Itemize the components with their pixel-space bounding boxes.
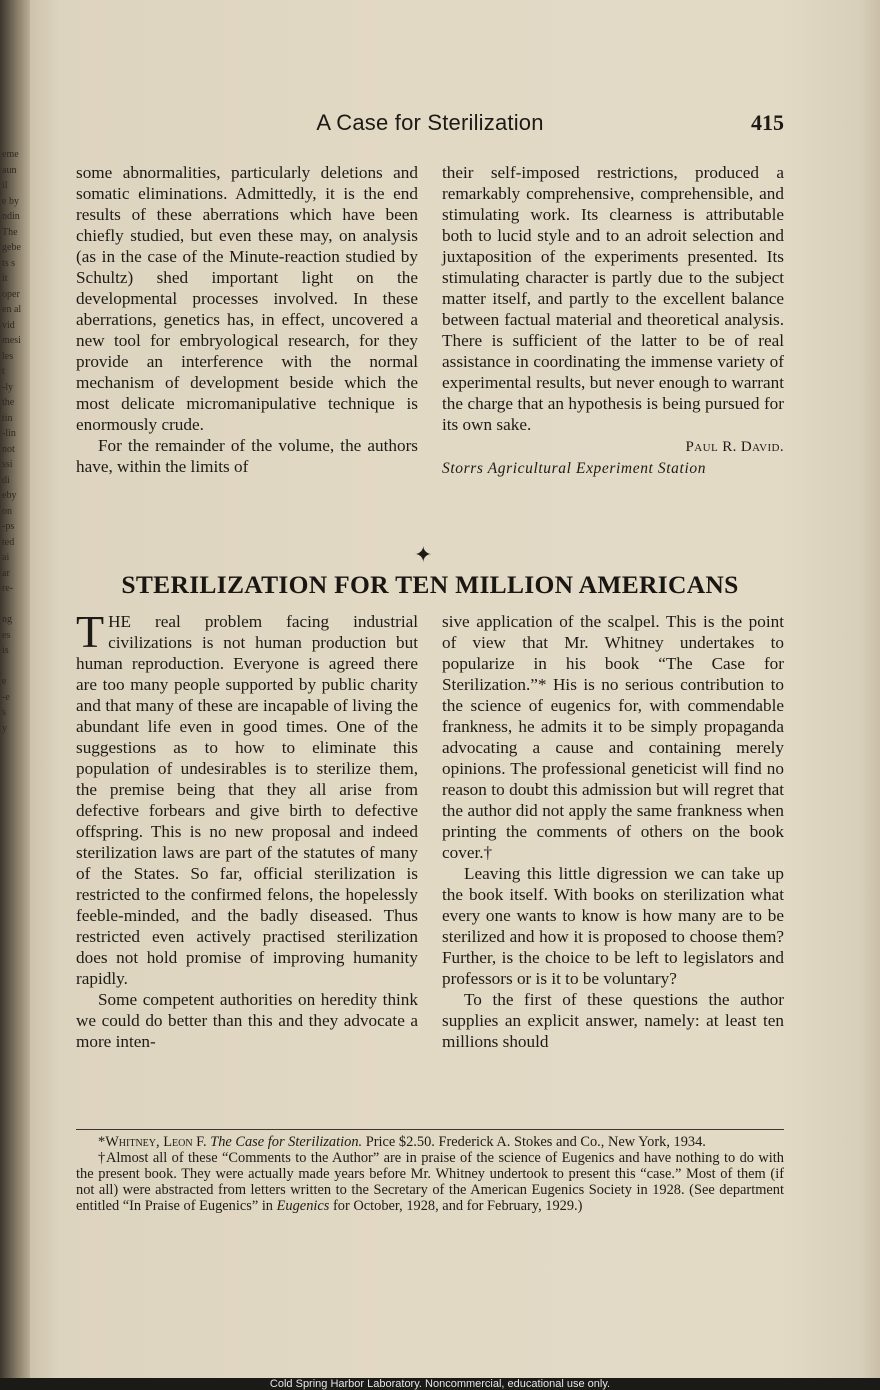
gutter-text-fragment: gebe (2, 242, 21, 253)
paragraph: their self-imposed restrictions, produced a remarkably comprehensive, comprehensible, and stimulating work. Its clearness is attributable both to lucid style and to an adroit selection and juxtaposition of the experiments presented. Its stimulating character is partly due to the subject matter itself, and partly to the excellent balance between factual material and theoretical analysis. There is sufficient of the latter to be of real assistance in coordinating the immense variety of experimental results, but never enough to warrant the charge that an hypothesis is being pursued for its own sake. (442, 163, 784, 434)
footnote-2: †Almost all of these “Comments to the Author” are in praise of the science of Eugenics and have nothing to do with the present book. They were actually made years before Mr. Whitney undertook to present this “case.” Most of them (if not all) were abstracted from letters written to the Secretary of the American Eugenics Society in 1928. (See department entitled “In Praise of Eugenics” in Eugenics for October, 1928, and for February, 1929.) (76, 1150, 784, 1214)
binding-gutter (0, 0, 30, 1378)
page-number: 415 (751, 110, 784, 135)
page-header (76, 110, 784, 138)
footnote-journal: Eugenics (276, 1198, 330, 1214)
footnote-1: *Whitney, Leon F. The Case for Sterilization. Price $2.50. Frederick A. Stokes and Co., New York, 1934. (98, 1134, 706, 1150)
gutter-text-fragment: tin (2, 412, 13, 424)
gutter-text-fragment: eme (2, 149, 19, 160)
reviewer-affiliation: Storrs Agricultural Experiment Station (442, 460, 707, 477)
gutter-text-fragment: les (2, 350, 14, 362)
paragraph (76, 606, 418, 989)
gutter-text-fragment: t (2, 366, 5, 377)
gutter-text-fragment: ssi (2, 459, 13, 470)
paragraph: To the first of these questions the author supplies an explicit answer, namely: at least ten millions should (442, 990, 784, 1051)
gutter-text-fragment: -e (2, 691, 10, 703)
gutter-text-fragment: s (2, 707, 6, 718)
top-right-column (442, 162, 784, 479)
paragraph: Some competent authorities on heredity think we could do better than this and they advocate a more inten- (76, 990, 418, 1051)
running-title: A Case for Sterilization (316, 110, 544, 135)
gutter-text-fragment: ted (2, 536, 15, 548)
gutter-text-fragment: is (2, 645, 9, 656)
gutter-text-fragment: it (2, 273, 8, 284)
footnote-book-title: The Case for Sterilization. (210, 1134, 363, 1150)
paragraph: Leaving this little digression we can take up the book itself. With books on sterilization what every one wants to know is how many are to be sterilized and how it is proposed to choose them? Further, is the choice to be left to legislators and professors or is it to be voluntary? (442, 864, 784, 988)
gutter-text-fragment: en al (2, 304, 22, 315)
gutter-text-fragment: aun (2, 164, 17, 176)
section-ornament-icon: ✦ (414, 543, 433, 568)
article-title: STERILIZATION FOR TEN MILLION AMERICANS (121, 570, 739, 599)
gutter-text-fragment: e (2, 676, 7, 687)
gutter-text-fragment: -ly (2, 381, 14, 393)
gutter-text-fragment: the (2, 397, 15, 408)
gutter-text-fragment: es (2, 629, 11, 641)
gutter-text-fragment: vid (2, 319, 15, 331)
reviewer-name: Paul R. David. (685, 439, 784, 455)
gutter-text-fragment: -lin (2, 428, 16, 439)
footnote-rule (76, 1129, 784, 1130)
gutter-text-fragment: il (2, 180, 8, 191)
footnote-author: Whitney, Leon F. (105, 1134, 207, 1150)
gutter-text-fragment: ts s (2, 257, 16, 269)
footnotes (76, 1134, 784, 1214)
paragraph-text: HE real problem facing industrial civilizations is not human production but human reproduction. Everyone is agreed there are too many people supported by public charity and that many of these are incapable of living the abundant life even in good times. One of the suggestions as to how to eliminate this population of undesirables is to sterilize them, the premise being that they all arise from defective forbears and give birth to defective offspring. This is no new proposal and indeed sterilization laws are part of the statutes of many of the States. So far, official sterilization is restricted to the confirmed felons, the hopelessly feeble-minded, and the badly diseased. Thus restricted even actively practised sterilization does not hold promise of improving humanity rapidly. (76, 612, 418, 988)
paragraph: sive application of the scalpel. This is the point of view that Mr. Whitney undertakes to popularize in his book “The Case for Sterilization.”* His is no serious contribution to the science of eugenics for, with commendable frankness, he admits it to be simply propaganda advocating a cause and containing merely opinions. The professional geneticist will find no reason to doubt this admission but will regret that the author did not apply the same frankness when printing the comments of others on the book cover.† (442, 612, 784, 862)
gutter-text-fragment: re- (2, 583, 14, 594)
paragraph: some abnormalities, particularly deletions and somatic eliminations. Admittedly, it is the end results of these aberrations which have been chiefly studied, but even these may, on analysis (as in the case of the Minute-reaction studied by Schultz) shed important light on the developmental processes involved. In these aberrations, genetics has, in effect, uncovered a new tool for embryological research, for they provide an interference with the normal mechanism of development beside which the most delicate micromanipulative technique is enormously crude. (76, 163, 418, 434)
gutter-text-fragment: di (2, 474, 10, 486)
paragraph: For the remainder of the volume, the authors have, within the limits of (76, 436, 418, 476)
gutter-text-fragment: ng (2, 614, 12, 625)
gutter-text-fragment: mesi (2, 335, 21, 346)
gutter-text-fragment: ar (2, 567, 10, 579)
gutter-text-fragment: e by (2, 195, 19, 207)
article-right-column (442, 611, 784, 1052)
gutter-text-fragment: The (2, 226, 18, 238)
gutter-text-fragment: y (2, 722, 7, 734)
credit-line: Cold Spring Harbor Laboratory. Noncommercial, educational use only. (0, 1378, 880, 1390)
gutter-text-fragment: ai (2, 552, 10, 563)
gutter-text-fragment: eby (2, 490, 17, 501)
gutter-text-fragment: ndin (2, 211, 20, 222)
top-left-column (76, 162, 418, 477)
gutter-text-fragment: on (2, 505, 12, 517)
gutter-text-fragment: oper (2, 288, 20, 300)
drop-cap: T (76, 606, 105, 657)
gutter-text-fragment: -ps (2, 521, 15, 532)
article-left-column (76, 606, 418, 1052)
gutter-text-fragment: not (2, 443, 15, 455)
